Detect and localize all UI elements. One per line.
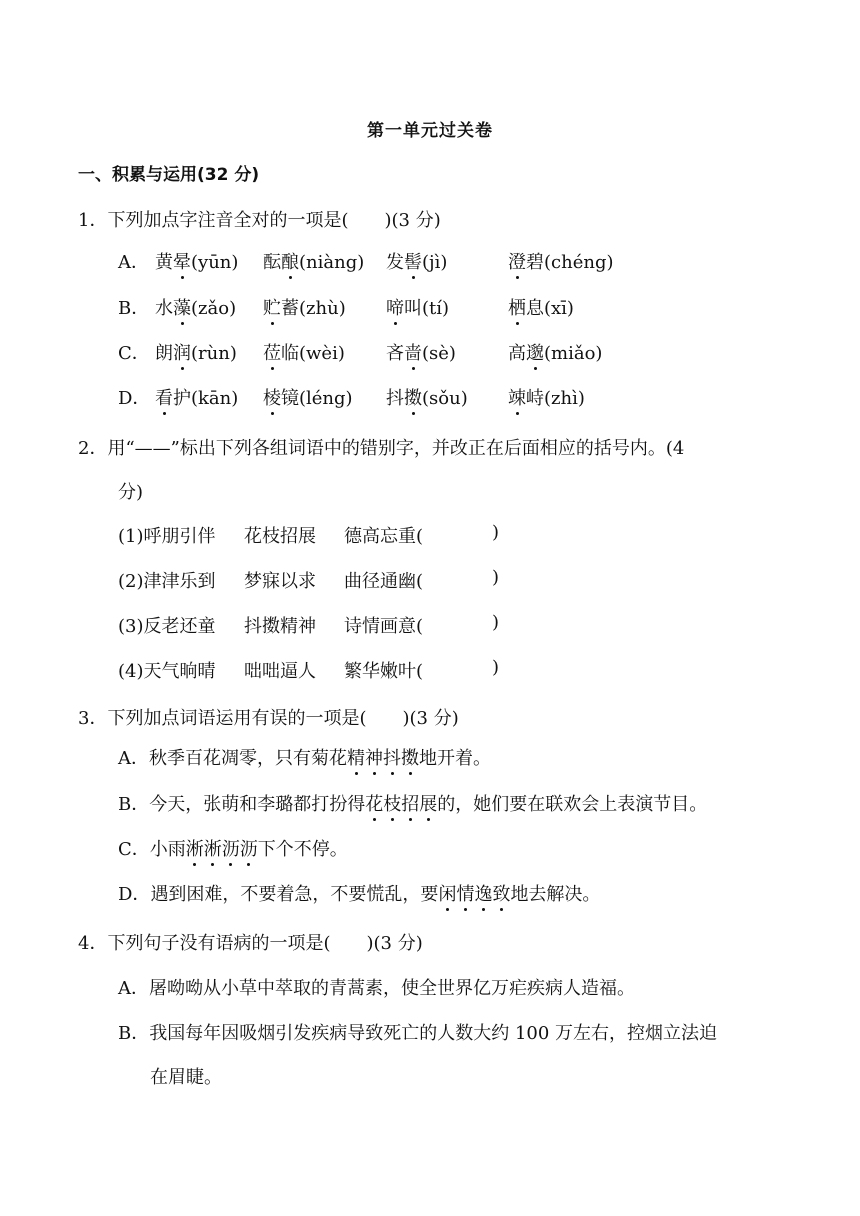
word-part: (jì) <box>422 252 448 273</box>
dotted-character: 莅 <box>263 339 281 365</box>
answer-bracket-close: ) <box>492 612 500 633</box>
pinyin-item <box>386 384 468 410</box>
pinyin-item <box>263 339 345 365</box>
option-letter: B． <box>118 298 150 319</box>
answer-bracket-close: ) <box>492 567 500 588</box>
question-3-stem: 3．下列加点词语运用有误的一项是( )(3 分) <box>78 708 459 729</box>
pinyin-item <box>386 248 447 274</box>
word-part: (rùn) <box>191 343 237 364</box>
pinyin-item <box>508 294 574 320</box>
dotted-character: 竦 <box>508 384 526 410</box>
word-part: 蓄(zhù) <box>281 298 346 319</box>
word-group: 曲径通幽( <box>344 571 424 592</box>
pinyin-item <box>263 384 353 410</box>
word-part: 黄 <box>155 252 173 273</box>
word-part: 碧(chéng) <box>526 252 614 273</box>
pinyin-item <box>508 339 602 365</box>
option-b <box>118 790 707 816</box>
word-group: 诗情画意( <box>344 616 424 637</box>
question-4-option-b-continued: 在眉睫。 <box>150 1067 222 1088</box>
word-part: 临(wèi) <box>281 343 345 364</box>
option-text: 我国每年因吸烟引发疾病导致死亡的人数大约 100 万左右，控烟立法迫 <box>149 1023 718 1044</box>
option-text: 下个不停。 <box>257 839 348 860</box>
word-part: 水 <box>155 298 173 319</box>
question-2-stem-continued: 分) <box>118 482 144 503</box>
dotted-character: 贮 <box>263 294 281 320</box>
word-part: 发 <box>386 252 404 273</box>
word-group: 梦寐以求 <box>244 571 316 592</box>
dotted-character: 淅 <box>204 835 222 861</box>
word-group: (3)反老还童 <box>118 616 216 637</box>
dotted-character: 啼 <box>386 294 404 320</box>
question-1-stem: 1．下列加点字注音全对的一项是( )(3 分) <box>78 210 441 231</box>
option-text: 遇到困难，不要着急，不要慌乱，要 <box>150 884 439 905</box>
word-group: (1)呼朋引伴 <box>118 526 216 547</box>
dotted-character: 淅 <box>186 835 204 861</box>
word-part: 朗 <box>155 343 173 364</box>
dotted-character: 髻 <box>404 248 422 274</box>
option-c <box>118 835 348 861</box>
option-letter: B． <box>118 1023 150 1044</box>
dotted-character: 精 <box>347 744 365 770</box>
dotted-character: 擞 <box>404 384 422 410</box>
word-group: (4)天气晌晴 <box>118 661 216 682</box>
answer-bracket-close: ) <box>492 657 500 678</box>
dotted-character: 枝 <box>383 790 401 816</box>
dotted-character: 逸 <box>474 880 492 906</box>
dotted-character: 花 <box>365 790 383 816</box>
option-a <box>118 744 491 770</box>
pinyin-item <box>263 248 364 274</box>
dotted-character: 沥 <box>222 835 240 861</box>
word-group: 花枝招展 <box>244 526 316 547</box>
option-letter: C． <box>118 839 150 860</box>
option-letter: A． <box>118 748 149 769</box>
dotted-character: 酿 <box>281 248 299 274</box>
dotted-character: 致 <box>492 880 510 906</box>
word-part: 吝 <box>386 343 404 364</box>
option-text: 秋季百花凋零，只有菊花 <box>149 748 347 769</box>
word-part: 高 <box>508 343 526 364</box>
option-text: 今天，张萌和李璐都打扮得 <box>149 794 366 815</box>
pinyin-item <box>508 384 585 410</box>
pinyin-item <box>155 384 238 410</box>
option-text: 的，她们要在联欢会上表演节目。 <box>437 794 708 815</box>
word-group: 德高忘重( <box>344 526 424 547</box>
dotted-character: 看 <box>155 384 173 410</box>
option-letter: B． <box>118 794 150 815</box>
dotted-character: 招 <box>401 790 419 816</box>
word-group: 咄咄逼人 <box>244 661 316 682</box>
word-part: (niàng) <box>299 252 365 273</box>
pinyin-item <box>508 248 614 274</box>
word-part: (zǎo) <box>191 298 237 319</box>
dotted-character: 邈 <box>526 339 544 365</box>
dotted-character: 神 <box>365 744 383 770</box>
word-group: 抖擞精神 <box>244 616 316 637</box>
word-part: (yūn) <box>191 252 239 273</box>
word-part: 息(xī) <box>526 298 574 319</box>
question-4-stem: 4．下列句子没有语病的一项是( )(3 分) <box>78 933 423 954</box>
word-part: (sǒu) <box>422 388 468 409</box>
option-letter: A． <box>118 252 149 273</box>
dotted-character: 沥 <box>240 835 258 861</box>
word-group: (2)津津乐到 <box>118 571 216 592</box>
page-title: 第一单元过关卷 <box>367 121 493 141</box>
option-letter: D． <box>118 388 151 409</box>
dotted-character: 闲 <box>438 880 456 906</box>
word-group: 繁华嫩叶( <box>344 661 424 682</box>
pinyin-item <box>263 294 346 320</box>
option-letter: A． <box>118 978 149 999</box>
option-letter: C． <box>118 343 150 364</box>
pinyin-item <box>155 294 236 320</box>
pinyin-item <box>155 248 238 274</box>
pinyin-item <box>386 339 456 365</box>
option-text: 屠呦呦从小草中萃取的青蒿素，使全世界亿万疟疾病人造福。 <box>149 978 635 999</box>
dotted-character: 啬 <box>404 339 422 365</box>
word-part: 酝 <box>263 252 281 273</box>
option-text: 地去解决。 <box>510 884 601 905</box>
word-part: 叫(tí) <box>404 298 450 319</box>
word-part: 护(kān) <box>173 388 239 409</box>
dotted-character: 展 <box>419 790 437 816</box>
question-2-stem: 2．用“——”标出下列各组词语中的错别字，并改正在后面相应的括号内。(4 <box>78 438 685 459</box>
dotted-character: 澄 <box>508 248 526 274</box>
question-4-option-b <box>118 1019 717 1045</box>
option-d <box>118 880 600 906</box>
dotted-character: 棱 <box>263 384 281 410</box>
dotted-character: 擞 <box>401 744 419 770</box>
word-part: 峙(zhì) <box>526 388 585 409</box>
dotted-character: 润 <box>173 339 191 365</box>
word-part: (sè) <box>422 343 456 364</box>
option-letter: D． <box>118 884 151 905</box>
word-part: 镜(léng) <box>281 388 353 409</box>
question-4-option-a <box>118 974 635 1000</box>
dotted-character: 情 <box>456 880 474 906</box>
option-text: 小雨 <box>149 839 186 860</box>
pinyin-item <box>155 339 237 365</box>
dotted-character: 栖 <box>508 294 526 320</box>
word-part: 抖 <box>386 388 404 409</box>
dotted-character: 藻 <box>173 294 191 320</box>
dotted-character: 抖 <box>383 744 401 770</box>
dotted-character: 晕 <box>173 248 191 274</box>
answer-bracket-close: ) <box>492 522 500 543</box>
pinyin-item <box>386 294 449 320</box>
word-part: (miǎo) <box>544 343 603 364</box>
section-heading: 一、积累与运用(32 分) <box>78 165 260 185</box>
option-text: 地开着。 <box>419 748 491 769</box>
